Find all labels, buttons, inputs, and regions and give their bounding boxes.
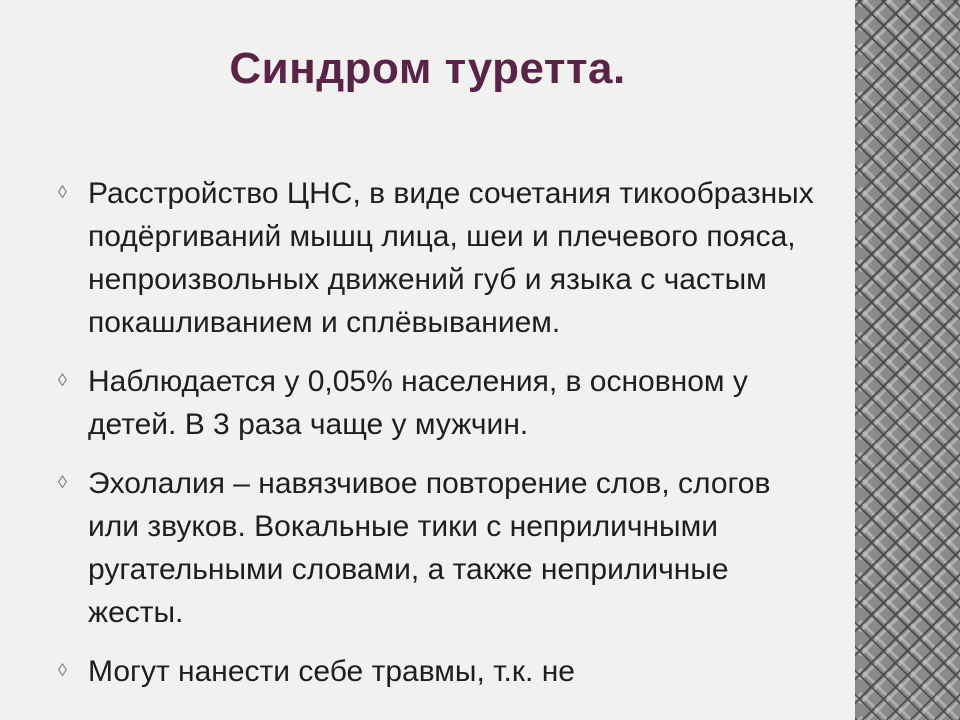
bullet-item [56,172,816,344]
slide-title: Синдром туретта. [229,44,626,93]
bullet-list [56,172,816,709]
bullet-marker-icon: ◊ [58,660,67,680]
bullet-marker-icon: ◊ [58,472,67,492]
bullet-item [56,360,816,446]
bullet-marker-icon: ◊ [58,182,67,202]
bullet-text: Наблюдается у 0,05% населения, в основном у детей. В 3 раза чаще у мужчин. [88,365,748,441]
bullet-item [56,462,816,634]
bullet-text: Могут нанести себе травмы, т.к. не [88,655,575,688]
bullet-item [56,650,816,693]
bullet-text: Эхолалия – навязчивое повторение слов, слогов или звуков. Вокальные тики с неприличными ругательными словами, а также неприличные жесты. [88,467,771,629]
side-pattern-decoration [855,0,960,720]
bullet-marker-icon: ◊ [58,370,67,390]
bullet-text: Расстройство ЦНС, в виде сочетания тикообразных подёргиваний мышц лица, шеи и плечевого пояса, непроизвольных движений губ и языка с частым покашливанием и сплёвыванием. [88,177,814,339]
